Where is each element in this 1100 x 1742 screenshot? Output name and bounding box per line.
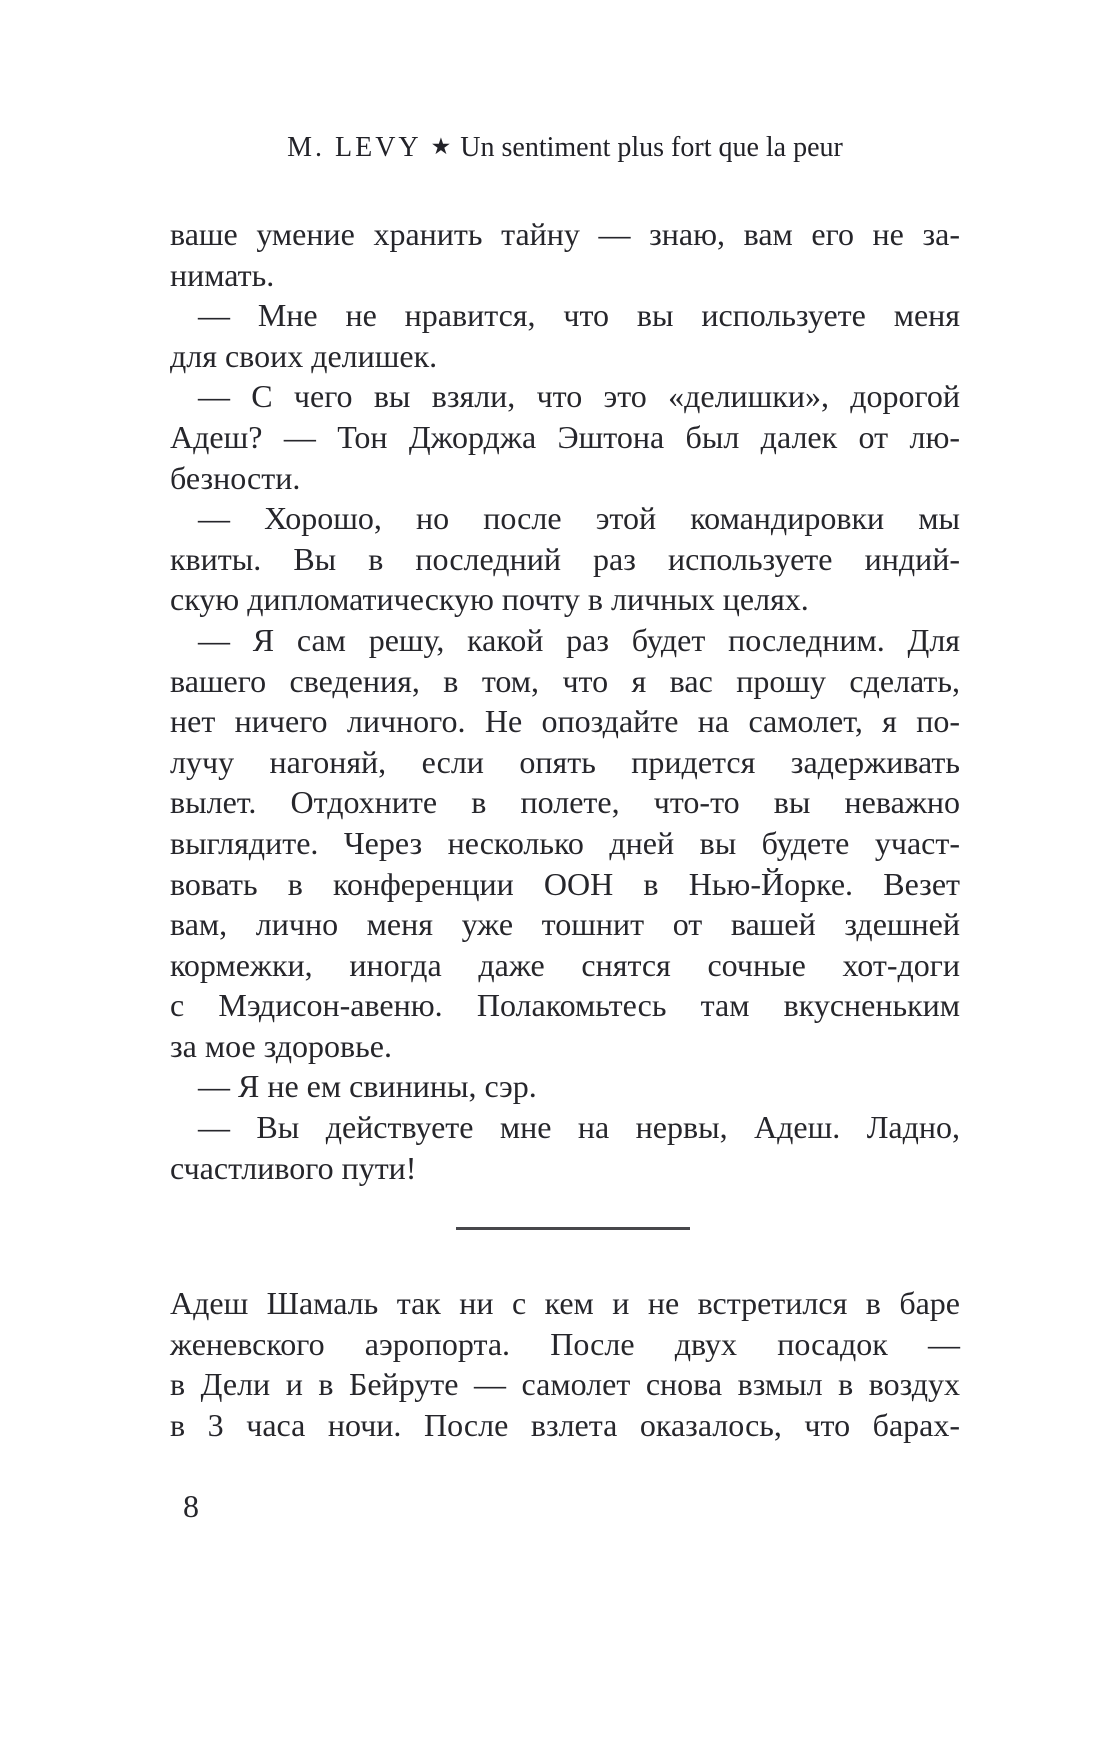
text-line: — Мне не нравится, что вы используете меня: [198, 297, 960, 334]
text-line: вашего сведения, в том, что я вас прошу сделать,: [170, 662, 960, 699]
section-divider: [456, 1227, 690, 1230]
text-line: с Мэдисон-авеню. Полакомьтесь там вкусненьким: [170, 987, 960, 1024]
text-line: — Я сам решу, какой раз будет последним. Для: [198, 621, 960, 658]
text-line: ваше умение хранить тайну — знаю, вам его не за-: [170, 216, 960, 252]
text-line: вовать в конференции ООН в Нью-Йорке. Везет: [170, 865, 960, 902]
text-line: — Я не ем свинины, сэр.: [198, 1068, 537, 1105]
text-line: за мое здоровье.: [170, 1027, 392, 1064]
text-line: лучу нагоняй, если опять придется задерживать: [170, 743, 960, 780]
page-number: 8: [183, 1488, 199, 1524]
running-header-author: M. LEVY: [287, 132, 422, 163]
text-line: Адеш? — Тон Джорджа Эштона был далек от лю-: [170, 418, 960, 455]
running-header-title: Un sentiment plus fort que la peur: [460, 132, 843, 163]
text-line: в 3 часа ночи. После взлета оказалось, что барах-: [170, 1406, 960, 1443]
text-line: женевского аэропорта. После двух посадок —: [170, 1325, 960, 1362]
text-line: — Хорошо, но после этой командировки мы: [198, 500, 960, 537]
star-icon: ★: [430, 134, 452, 159]
text-line: скую дипломатическую почту в личных целях.: [170, 581, 809, 618]
text-line: в Дели и в Бейруте — самолет снова взмыл в воздух: [170, 1366, 960, 1403]
text-line: кормежки, иногда даже снятся сочные хот-доги: [170, 946, 960, 983]
text-line: счастливого пути!: [170, 1149, 417, 1186]
text-section-dialogue: [170, 214, 960, 1188]
text-line: Адеш Шамаль так ни с кем и не встретился в баре: [170, 1285, 960, 1321]
text-line: — С чего вы взяли, что это «делишки», дорогой: [198, 378, 960, 415]
text-line: выглядите. Через несколько дней вы будете участ-: [170, 824, 960, 861]
text-line: для своих делишек.: [170, 337, 438, 374]
text-section-narrative: [170, 1283, 960, 1445]
text-line: квиты. Вы в последний раз используете индий-: [170, 540, 960, 577]
text-line: — Вы действуете мне на нервы, Адеш. Ладно,: [198, 1109, 960, 1146]
running-header: [170, 126, 960, 171]
text-line: вылет. Отдохните в полете, что-то вы неважно: [170, 784, 960, 821]
text-line: вам, лично меня уже тошнит от вашей здешней: [170, 906, 960, 943]
text-line: нимать.: [170, 256, 275, 293]
text-line: нет ничего личного. Не опоздайте на самолет, я по-: [170, 703, 960, 740]
text-line: безности.: [170, 459, 301, 496]
